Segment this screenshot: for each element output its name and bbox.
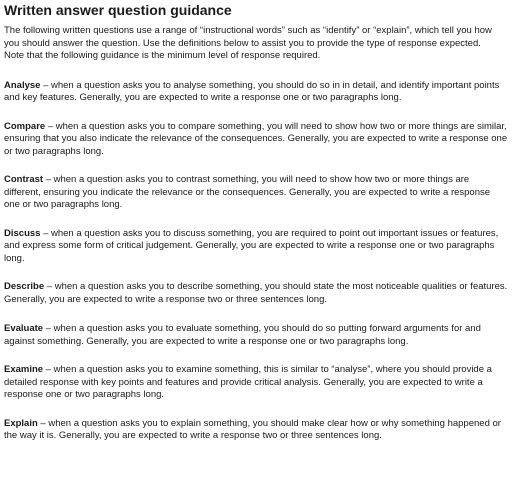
term-word: Contrast — [4, 174, 44, 185]
term-definition: – when a question asks you to evaluate something, you should do so putting forward arguments for and against something. Generally, you are expected to write a response one or two paragraphs long. — [4, 323, 481, 347]
term-word: Analyse — [4, 79, 41, 91]
term-word: Explain — [4, 417, 38, 429]
term-word: Describe — [4, 281, 45, 292]
definition-explain — [4, 418, 508, 443]
definition-evaluate — [4, 323, 508, 348]
definition-examine — [4, 364, 508, 402]
document-page — [4, 0, 508, 443]
definition-compare — [4, 121, 508, 159]
term-definition: – when a question asks you to explain something, you should make clear how or why something happened or the way it is. Generally, you are expected to write a response two or three sentences long. — [4, 417, 501, 441]
term-definition: – when a question asks you to examine something, this is similar to “analyse”, where you should provide a detailed response with key points and features and provide critical analysis. Generally, you are expected to write a response one or two paragraphs long. — [4, 364, 492, 400]
definition-describe — [4, 281, 508, 306]
term-word: Compare — [4, 120, 46, 132]
term-word: Examine — [4, 364, 44, 375]
definition-contrast — [4, 174, 508, 212]
term-definition: – when a question asks you to compare something, you will need to show how two or more things are similar, ensuring that you also indicate the relevance of the consequences. Generally, you are expected to write a response one or two paragraphs long. — [4, 120, 508, 157]
definition-discuss — [4, 228, 508, 266]
page-title: Written answer question guidance — [4, 2, 232, 18]
term-definition: – when a question asks you to discuss something, you are required to point out important issues or features, and express some form of critical judgement. Generally, you are expected to write a response one or two paragraphs long. — [4, 227, 499, 264]
term-definition: – when a question asks you to describe something, you should state the most noticeable qualities or features. Generally, you are expected to write a response two or three sentences long. — [4, 281, 508, 305]
term-word: Evaluate — [4, 323, 44, 334]
definition-analyse — [4, 80, 508, 105]
intro-paragraph: The following written questions use a range of “instructional words” such as “identify” or “explain”, which tell you how you should answer the question. Use the definitions below to assist you to provide the type of response expected. — [4, 25, 492, 49]
term-word: Discuss — [4, 227, 41, 239]
term-definition: – when a question asks you to analyse something, you should do so in in detail, and identify important points and key features. Generally, you are expected to write a response one or two paragraphs long. — [4, 79, 500, 103]
intro-note: Note that the following guidance is the minimum level of response required. — [4, 50, 321, 61]
term-definition: – when a question asks you to contrast something, you will need to show how two or more things are different, ensuring you indicate the relevance or the consequences. Generally, you are expected to write a response one or two paragraphs long. — [4, 174, 491, 210]
intro-block — [4, 25, 508, 63]
